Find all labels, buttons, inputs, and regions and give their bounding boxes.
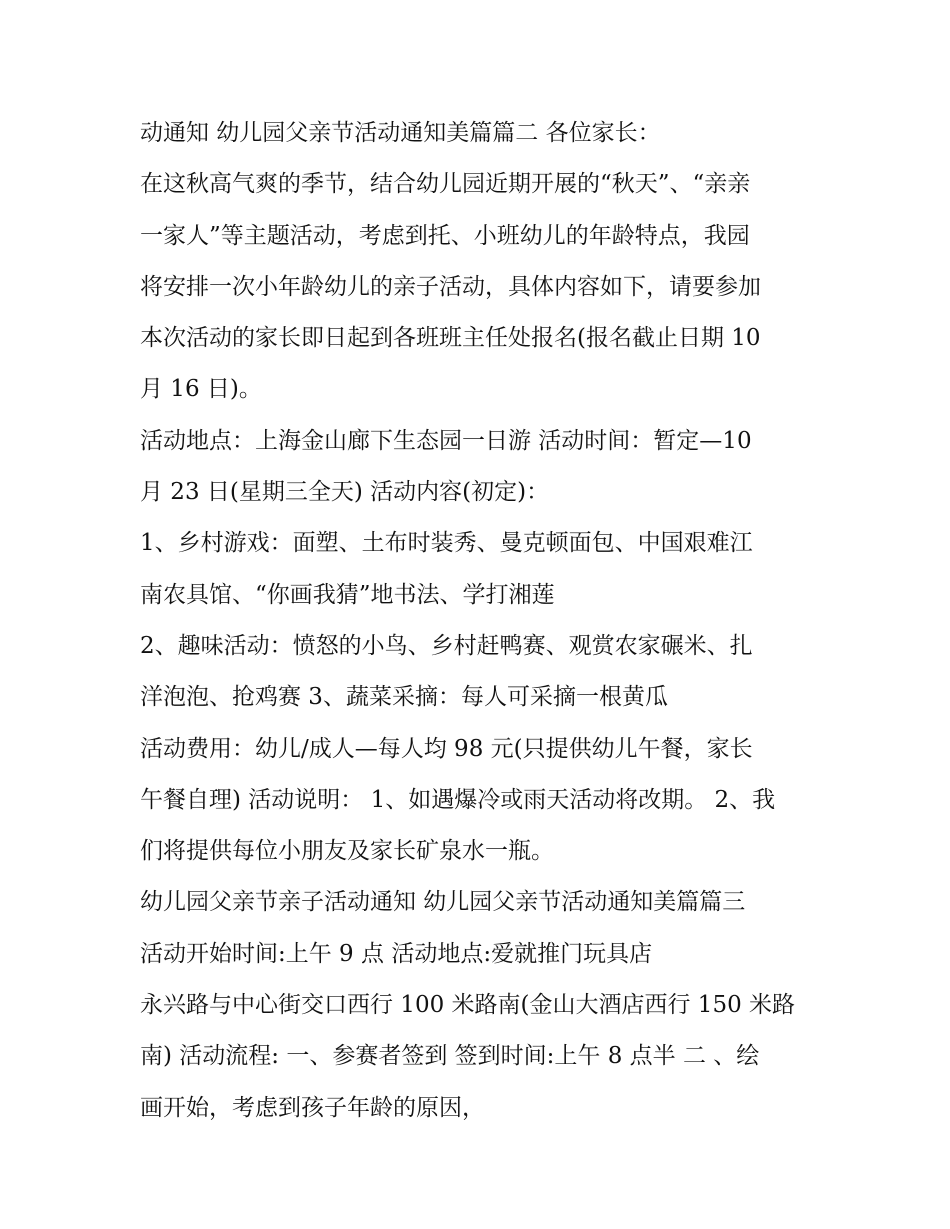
body-text [140,108,820,1134]
text-line: 活动开始时间:上午 9 点 活动地点:爱就推门玩具店 [140,940,653,967]
text-line: 午餐自理) 活动说明： 1、如遇爆冷或雨天活动将改期。 2、我 [140,786,776,813]
text-line: 1、乡村游戏：面塑、土布时装秀、曼克顿面包、中国艰难江 [140,530,753,557]
text-line: 一家人”等主题活动，考虑到托、小班幼儿的年龄特点，我园 [140,222,750,249]
text-line: 本次活动的家长即日起到各班班主任处报名(报名截止日期 10 [140,325,761,352]
text-line: 将安排一次小年龄幼儿的亲子活动，具体内容如下，请要参加 [140,273,761,300]
text-line: 永兴路与中心街交口西行 100 米路南(金山大酒店西行 150 米路 [140,992,796,1019]
text-line: 洋泡泡、抢鸡赛 3、蔬菜采摘：每人可采摘一根黄瓜 [140,684,668,711]
text-line: 南农具馆、“你画我猜”地书法、学打湘莲 [140,581,555,608]
text-line: 活动地点：上海金山廊下生态园一日游 活动时间：暂定—10 [140,427,752,454]
text-line: 画开始，考虑到孩子年龄的原因， [140,1094,485,1121]
text-line: 活动费用：幼儿/成人—每人均 98 元(只提供幼儿午餐，家长 [140,735,753,762]
text-line: 幼儿园父亲节亲子活动通知 幼儿园父亲节活动通知美篇篇三 [140,889,746,916]
text-line: 月 23 日(星期三全天) 活动内容(初定)： [140,479,550,506]
text-line: 们将提供每位小朋友及家长矿泉水一瓶。 [140,838,554,865]
text-line: 在这秋高气爽的季节，结合幼儿园近期开展的“秋天”、“亲亲 [140,171,751,198]
text-line: 2、趣味活动：愤怒的小鸟、乡村赶鸭赛、观赏农家碾米、扎 [140,632,753,659]
text-line: 南) 活动流程: 一、参赛者签到 签到时间:上午 8 点半 二 、绘 [140,1043,760,1070]
text-line: 月 16 日)。 [140,376,262,403]
text-line: 动通知 幼儿园父亲节活动通知美篇篇二 各位家长： [140,120,661,146]
